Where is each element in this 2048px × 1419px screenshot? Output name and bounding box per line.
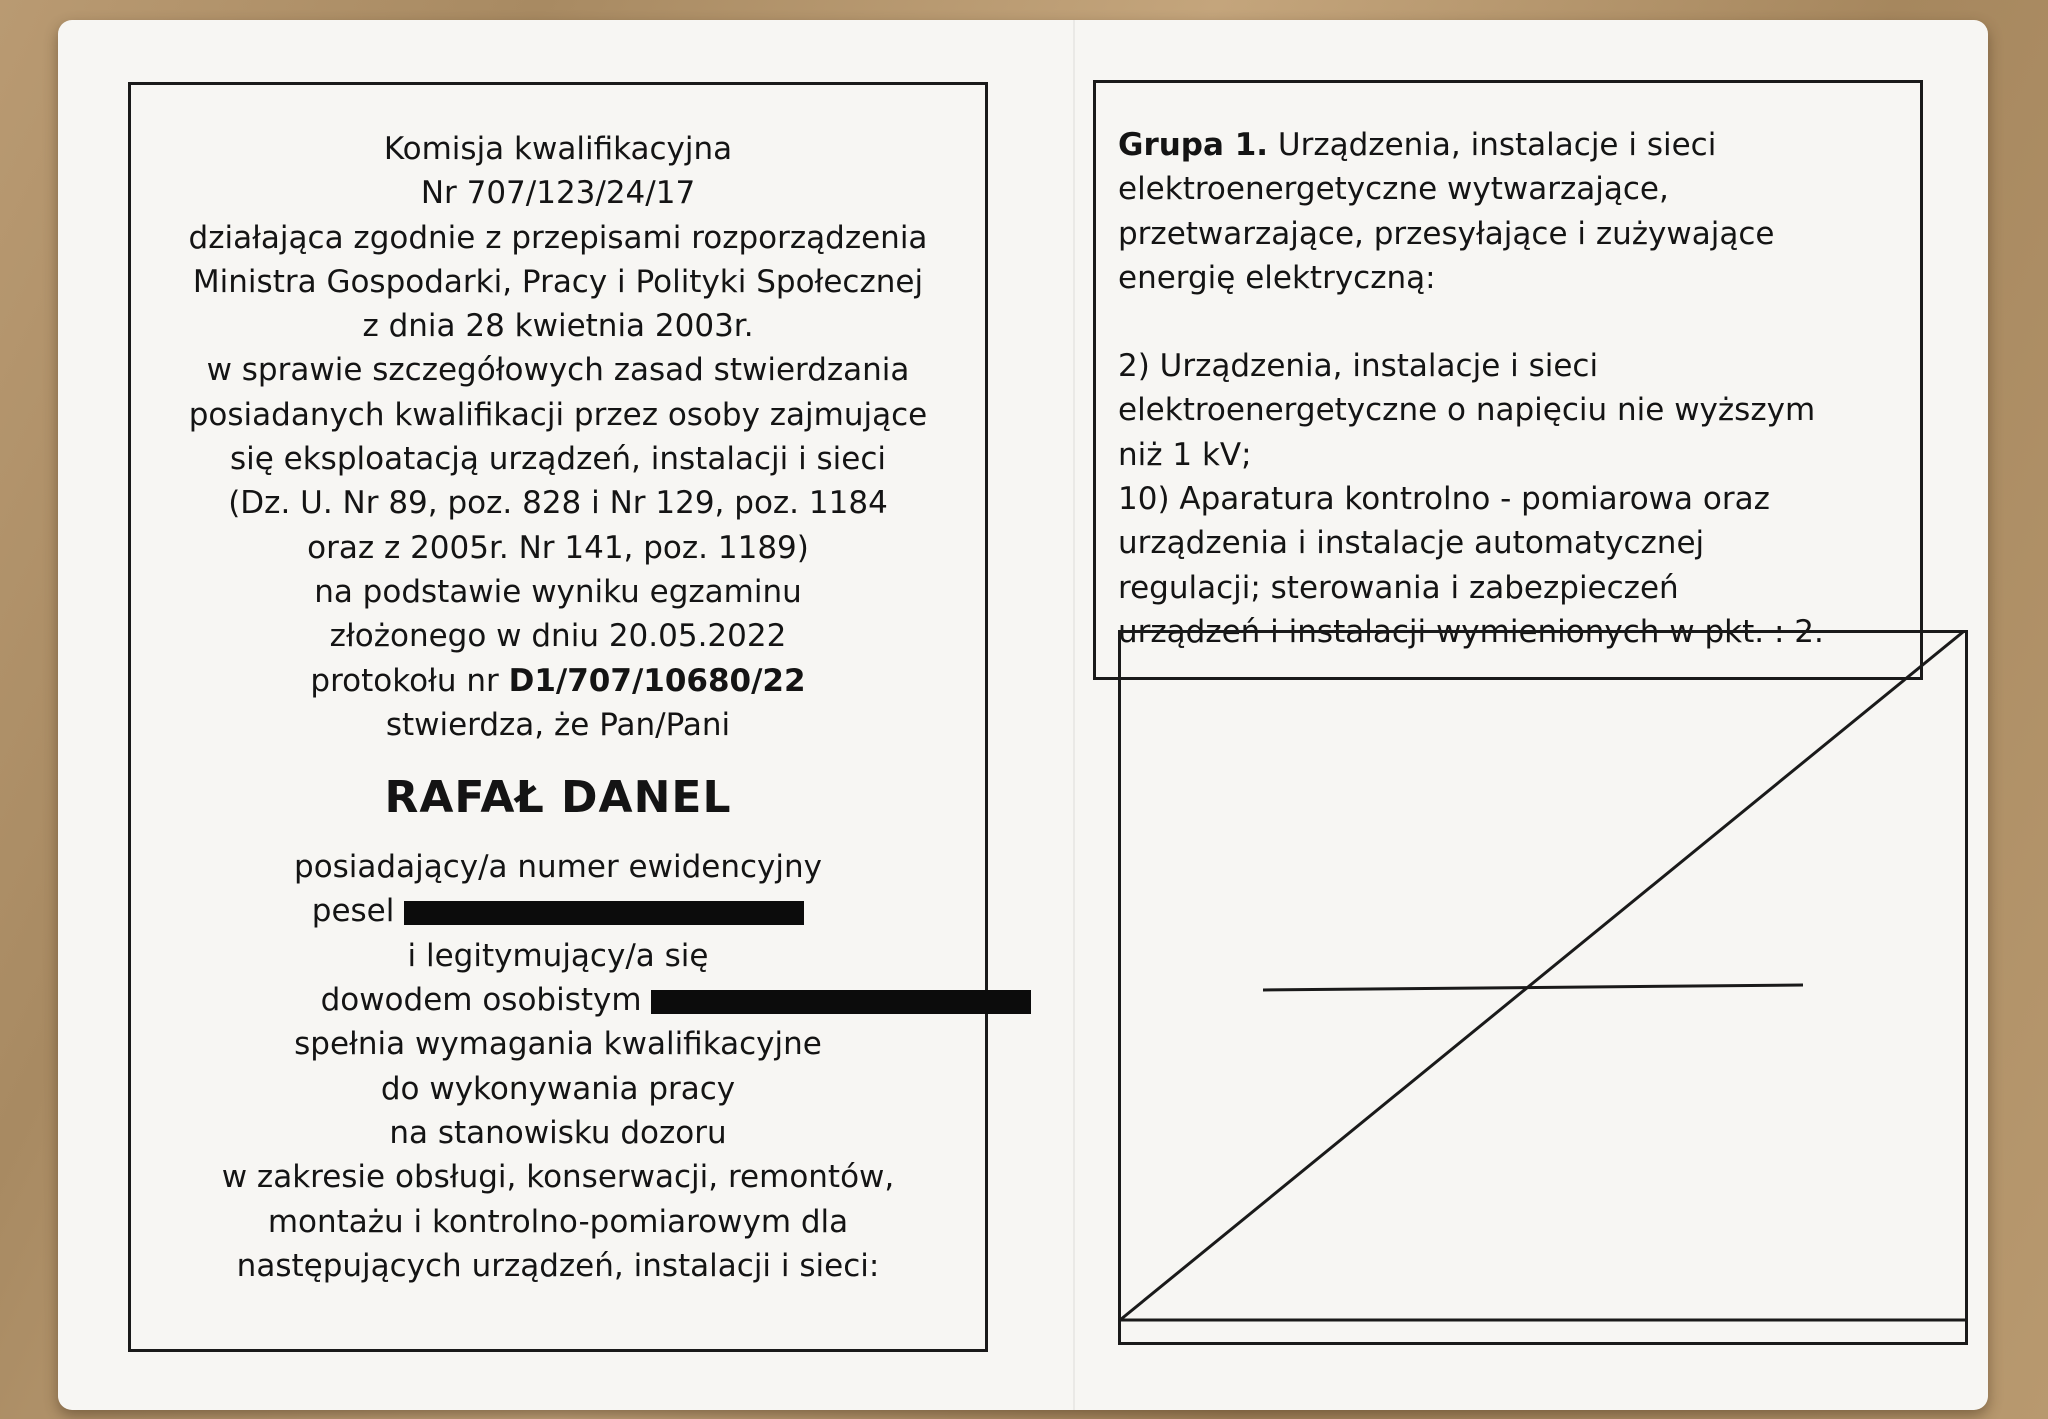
protocol-prefix: protokołu nr <box>310 662 509 699</box>
left-line: złożonego w dniu 20.05.2022 <box>329 618 787 655</box>
item-line: regulacji; sterowania i zabezpieczeń <box>1118 569 1679 606</box>
pesel-label: pesel <box>311 893 395 930</box>
item-line: niż 1 kV; <box>1118 436 1252 473</box>
left-line: z dnia 28 kwietnia 2003r. <box>362 308 754 345</box>
pesel-line <box>131 889 985 933</box>
closing-line: spełnia wymagania kwalifikacyjne <box>294 1026 822 1063</box>
group-label: Grupa 1. <box>1118 127 1269 163</box>
legit-line: i legitymujący/a się <box>407 937 709 974</box>
left-line: działająca zgodnie z przepisami rozporządzenia <box>188 219 928 256</box>
protocol-number: D1/707/10680/22 <box>508 662 806 699</box>
left-line: Ministra Gospodarki, Pracy i Polityki Społecznej <box>192 263 924 300</box>
right-panel-text <box>1118 123 1908 654</box>
holder-name: RAFAŁ DANEL <box>384 772 732 824</box>
item-line: urządzenia i instalacje automatycznej <box>1118 525 1705 562</box>
left-line: (Dz. U. Nr 89, poz. 828 i Nr 129, poz. 1184 <box>228 485 888 522</box>
item-line: 2) Urządzenia, instalacje i sieci <box>1118 348 1599 385</box>
closing-line: montażu i kontrolno-pomiarowym dla <box>267 1203 849 1240</box>
group-line: elektroenergetyczne wytwarzające, <box>1118 171 1669 208</box>
left-line: Komisja kwalifikacyjna <box>383 131 733 167</box>
id-redaction <box>651 990 1031 1014</box>
left-panel-text <box>131 127 985 1288</box>
left-line: posiadanych kwalifikacji przez osoby zajmujące <box>188 396 928 433</box>
id-line <box>249 978 1103 1022</box>
cancel-lines <box>1118 630 1968 1345</box>
left-line: w sprawie szczegółowych zasad stwierdzania <box>206 352 910 389</box>
evidence-line: posiadający/a numer ewidencyjny <box>294 849 822 886</box>
group-heading <box>1118 123 1908 167</box>
left-line: Nr 707/123/24/17 <box>420 175 696 212</box>
pesel-redaction <box>404 901 804 925</box>
left-line: na podstawie wyniku egzaminu <box>314 573 802 610</box>
right-panel-top <box>1093 80 1923 680</box>
spacer <box>1118 300 1908 344</box>
group-line: energię elektryczną: <box>1118 259 1436 296</box>
closing-line: w zakresie obsługi, konserwacji, remontów, <box>221 1159 895 1196</box>
closing-line: na stanowisku dozoru <box>389 1114 727 1151</box>
closing-line: następujących urządzeń, instalacji i sieci: <box>236 1247 880 1284</box>
group-first-line: Urządzenia, instalacje i sieci <box>1268 127 1717 163</box>
left-panel <box>128 82 988 1352</box>
id-label: dowodem osobistym <box>320 982 642 1019</box>
left-line: się eksploatacją urządzeń, instalacji i sieci <box>229 441 887 478</box>
group-line: przetwarzające, przesyłające i zużywające <box>1118 215 1775 252</box>
item-line: elektroenergetyczne o napięciu nie wyższym <box>1118 392 1816 429</box>
left-line: oraz z 2005r. Nr 141, poz. 1189) <box>307 529 809 566</box>
certificate-card <box>58 20 1988 1410</box>
horizontal-cancel-line <box>1263 985 1803 990</box>
diagonal-cancel-line <box>1120 632 1963 1320</box>
states-line: stwierdza, że Pan/Pani <box>385 706 731 743</box>
card-fold <box>1073 20 1075 1410</box>
item-line: 10) Aparatura kontrolno - pomiarowa oraz <box>1118 481 1770 518</box>
closing-line: do wykonywania pracy <box>380 1070 736 1107</box>
protocol-line <box>131 659 985 703</box>
item-line: urządzeń i instalacji wymienionych w pkt. : 2. <box>1118 613 1824 650</box>
